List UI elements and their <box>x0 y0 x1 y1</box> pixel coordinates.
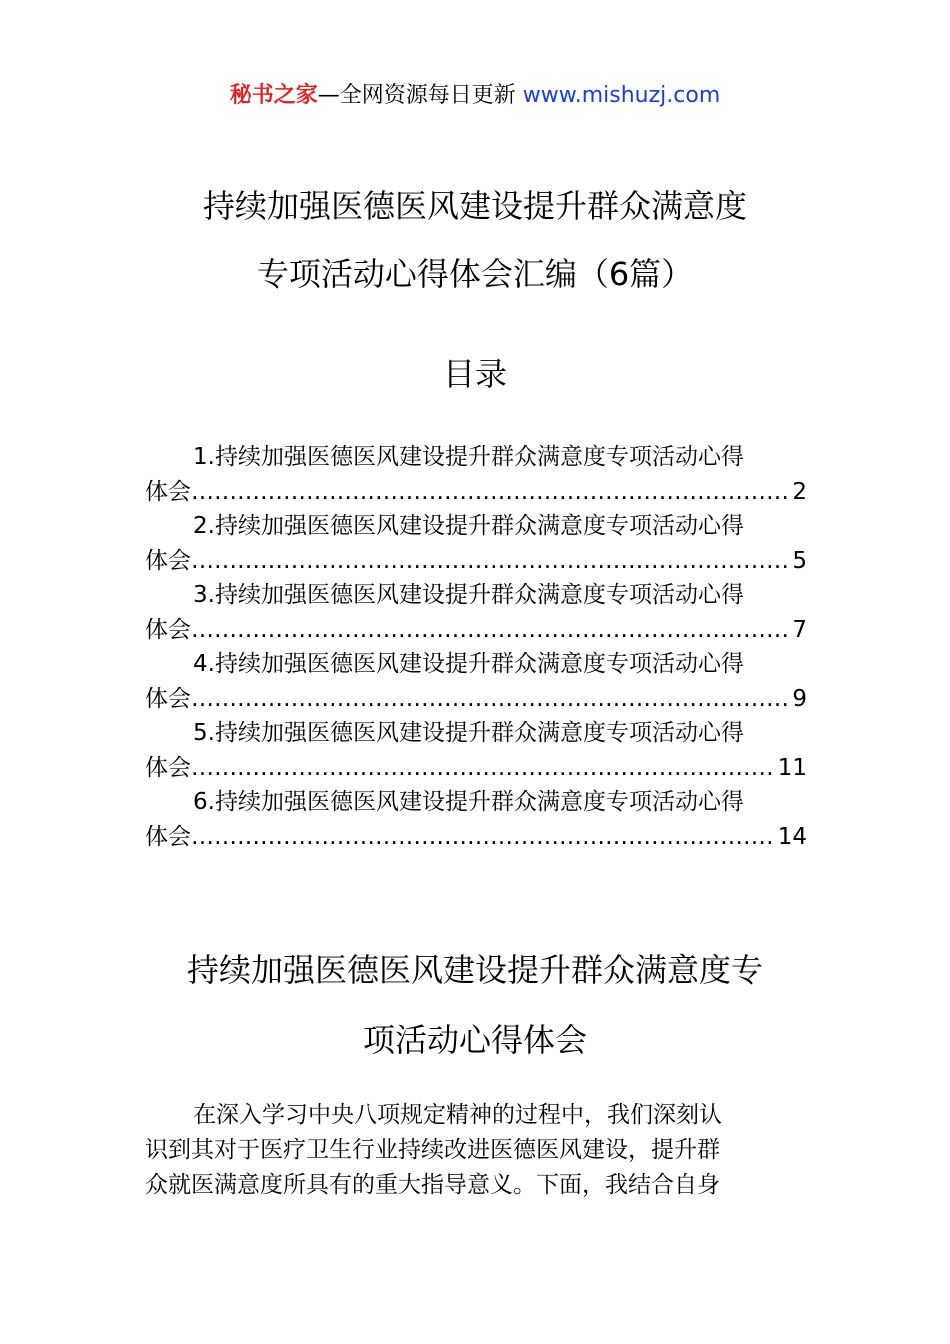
toc-entry-title-cont: 体会 <box>145 755 191 781</box>
toc-page-number: 11 <box>777 755 807 781</box>
paragraph-line: 识到其对于医疗卫生行业持续改进医德医风建设，提升群 <box>145 1137 720 1163</box>
site-url-link[interactable]: www.mishuzj.com <box>522 83 721 108</box>
toc-page-number: 14 <box>777 824 807 850</box>
site-header <box>0 78 950 114</box>
toc-leader-dots <box>191 820 776 854</box>
toc-entry-title-cont: 体会 <box>145 686 191 712</box>
paragraph-line: 在深入学习中央八项规定精神的过程中，我们深刻认 <box>193 1102 722 1128</box>
toc-entry-6[interactable] <box>145 785 807 854</box>
toc-entry-1[interactable] <box>145 440 807 509</box>
toc-leader-dots <box>191 682 790 716</box>
toc-leader-dots <box>191 613 790 647</box>
toc-entry-title: 6.持续加强医德医风建设提升群众满意度专项活动心得 <box>193 789 744 815</box>
document-title-line: 持续加强医德医风建设提升群众满意度 <box>202 187 747 225</box>
toc-page-number: 5 <box>792 548 807 574</box>
paragraph-line: 众就医满意度所具有的重大指导意义。下面，我结合自身 <box>145 1172 720 1198</box>
toc-entry-title-cont: 体会 <box>145 824 191 850</box>
toc-page-number: 2 <box>792 479 807 505</box>
header-tagline: —全网资源每日更新 <box>317 83 516 108</box>
article-title-line: 项活动心得体会 <box>362 1021 587 1059</box>
table-of-contents <box>145 440 807 854</box>
toc-entry-title: 4.持续加强医德医风建设提升群众满意度专项活动心得 <box>193 651 744 677</box>
toc-entry-2[interactable] <box>145 509 807 578</box>
toc-entry-title: 2.持续加强医德医风建设提升群众满意度专项活动心得 <box>193 513 744 539</box>
document-title-line: 专项活动心得体会汇编（6篇） <box>256 255 694 293</box>
article-title <box>0 935 950 1075</box>
article-paragraph <box>145 1098 807 1203</box>
toc-entry-title-cont: 体会 <box>145 548 191 574</box>
article-title-line: 持续加强医德医风建设提升群众满意度专 <box>186 951 763 989</box>
toc-entry-title: 3.持续加强医德医风建设提升群众满意度专项活动心得 <box>193 582 744 608</box>
toc-entry-title-cont: 体会 <box>145 617 191 643</box>
toc-entry-title-cont: 体会 <box>145 479 191 505</box>
toc-entry-title: 5.持续加强医德医风建设提升群众满意度专项活动心得 <box>193 720 744 746</box>
brand-name: 秘书之家 <box>229 83 318 108</box>
document-title <box>0 172 950 308</box>
toc-heading: 目录 <box>442 355 507 393</box>
toc-leader-dots <box>191 544 790 578</box>
toc-page-number: 9 <box>792 686 807 712</box>
toc-page-number: 7 <box>792 617 807 643</box>
toc-entry-3[interactable] <box>145 578 807 647</box>
toc-entry-title: 1.持续加强医德医风建设提升群众满意度专项活动心得 <box>193 444 744 470</box>
toc-entry-5[interactable] <box>145 716 807 785</box>
toc-entry-4[interactable] <box>145 647 807 716</box>
toc-leader-dots <box>191 475 790 509</box>
toc-leader-dots <box>191 751 776 785</box>
